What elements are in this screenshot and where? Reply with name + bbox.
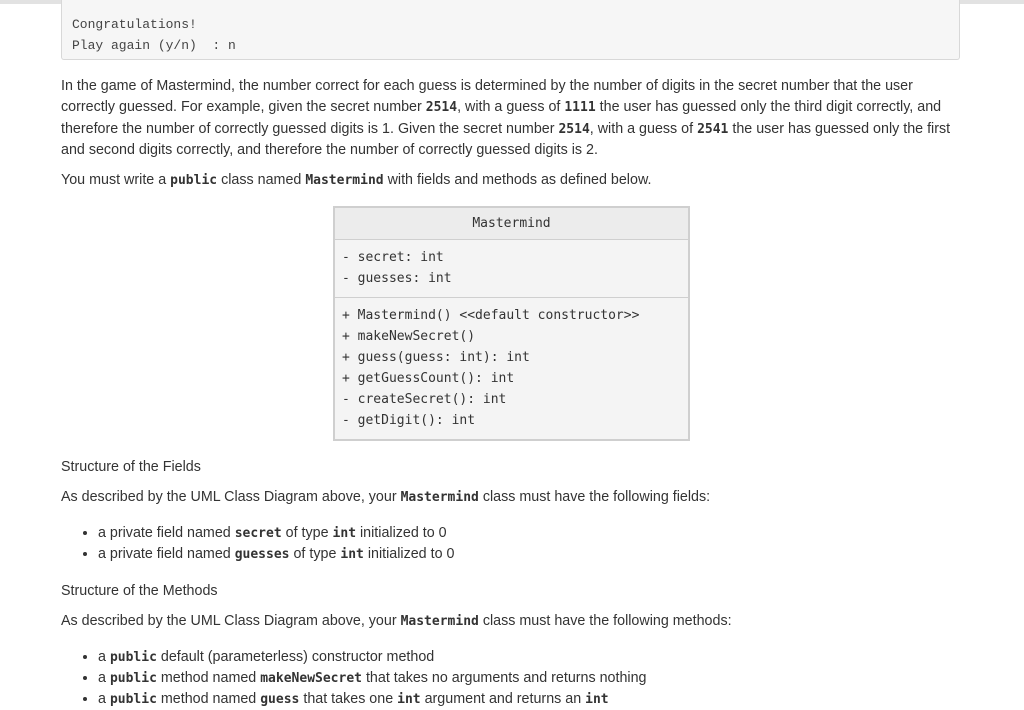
text: the user has guessed only the third digit correctly, and therefore the number of correctly guessed digits is 1. Given the secret number	[61, 99, 942, 137]
code-inline: 1111	[564, 100, 596, 116]
uml-fields	[335, 240, 688, 298]
code-inline: 2514	[558, 121, 590, 137]
methods-list	[61, 647, 647, 710]
code-inline: public	[109, 650, 157, 665]
text: In the game of Mastermind, the number correct for each guess is determined by the number of digits in the secret number that the user correctly guessed. For example, given the secret number	[61, 78, 913, 116]
list-item	[98, 544, 454, 565]
console-line: Play again (y/n) : n	[72, 38, 236, 53]
code-inline: guesses	[234, 547, 290, 562]
uml-method: + Mastermind() <<default constructor>>	[342, 308, 640, 323]
code-inline: public	[109, 692, 157, 707]
uml-method: + makeNewSecret()	[342, 329, 476, 344]
code-inline: public	[170, 173, 218, 188]
code-inline: Mastermind	[400, 490, 479, 505]
list-item	[98, 647, 647, 668]
code-inline: makeNewSecret	[260, 671, 362, 686]
list-item	[98, 689, 647, 710]
code-inline: public	[109, 671, 157, 686]
text: a	[98, 670, 110, 686]
text: As described by the UML Class Diagram above, your	[61, 613, 401, 629]
code-inline: int	[585, 692, 609, 707]
text: initialized to 0	[356, 525, 447, 541]
text: initialized to 0	[363, 546, 455, 562]
requirement-paragraph	[61, 170, 651, 191]
methods-description	[61, 611, 732, 632]
code-inline: guess	[260, 692, 300, 707]
text: , with a guess of	[457, 99, 565, 116]
list-item	[98, 523, 454, 544]
text: You must write a	[61, 172, 171, 188]
console-line: Congratulations!	[72, 17, 197, 32]
uml-methods	[335, 298, 688, 431]
text: of type	[281, 525, 333, 541]
text: method named	[156, 691, 261, 707]
uml-class-name: Mastermind	[335, 208, 688, 240]
uml-field: - secret: int	[342, 250, 444, 265]
uml-method: - getDigit(): int	[342, 413, 476, 428]
list-item	[98, 668, 647, 689]
text: a	[98, 691, 110, 707]
text: a private field named	[98, 546, 235, 562]
fields-description	[61, 487, 710, 508]
text: default (parameterless) constructor method	[156, 649, 435, 665]
uml-class-diagram	[333, 206, 690, 441]
text: argument and returns an	[420, 691, 586, 707]
text: with fields and methods as defined below.	[383, 172, 652, 188]
text: As described by the UML Class Diagram above, your	[61, 489, 401, 505]
code-inline: secret	[234, 526, 282, 541]
uml-field: - guesses: int	[342, 271, 452, 286]
code-inline: int	[332, 526, 357, 541]
uml-method: + getGuessCount(): int	[342, 371, 515, 386]
text: class named	[217, 172, 306, 188]
text: a	[98, 649, 110, 665]
console-output	[61, 0, 960, 60]
fields-heading: Structure of the Fields	[61, 459, 201, 475]
intro-paragraph	[61, 76, 966, 162]
code-inline: int	[397, 692, 421, 707]
text: , with a guess of	[589, 120, 698, 137]
text: method named	[156, 670, 261, 686]
code-inline: 2514	[425, 100, 458, 116]
text: that takes one	[299, 691, 398, 707]
text: a private field named	[98, 525, 235, 541]
methods-heading: Structure of the Methods	[61, 583, 218, 599]
text: class must have the following fields:	[478, 489, 711, 505]
text: class must have the following methods:	[478, 613, 732, 629]
code-inline: Mastermind	[305, 173, 384, 188]
fields-list	[61, 523, 454, 565]
text: the user has guessed only the first and second digits correctly, and therefore the number of correctly guessed digits is 2.	[61, 120, 951, 159]
uml-method: - createSecret(): int	[342, 392, 507, 407]
code-inline: 2541	[697, 121, 729, 137]
uml-method: + guess(guess: int): int	[342, 350, 530, 365]
code-inline: Mastermind	[400, 614, 479, 629]
code-inline: int	[340, 547, 364, 562]
text: that takes no arguments and returns nothing	[361, 670, 647, 686]
text: of type	[289, 546, 341, 562]
